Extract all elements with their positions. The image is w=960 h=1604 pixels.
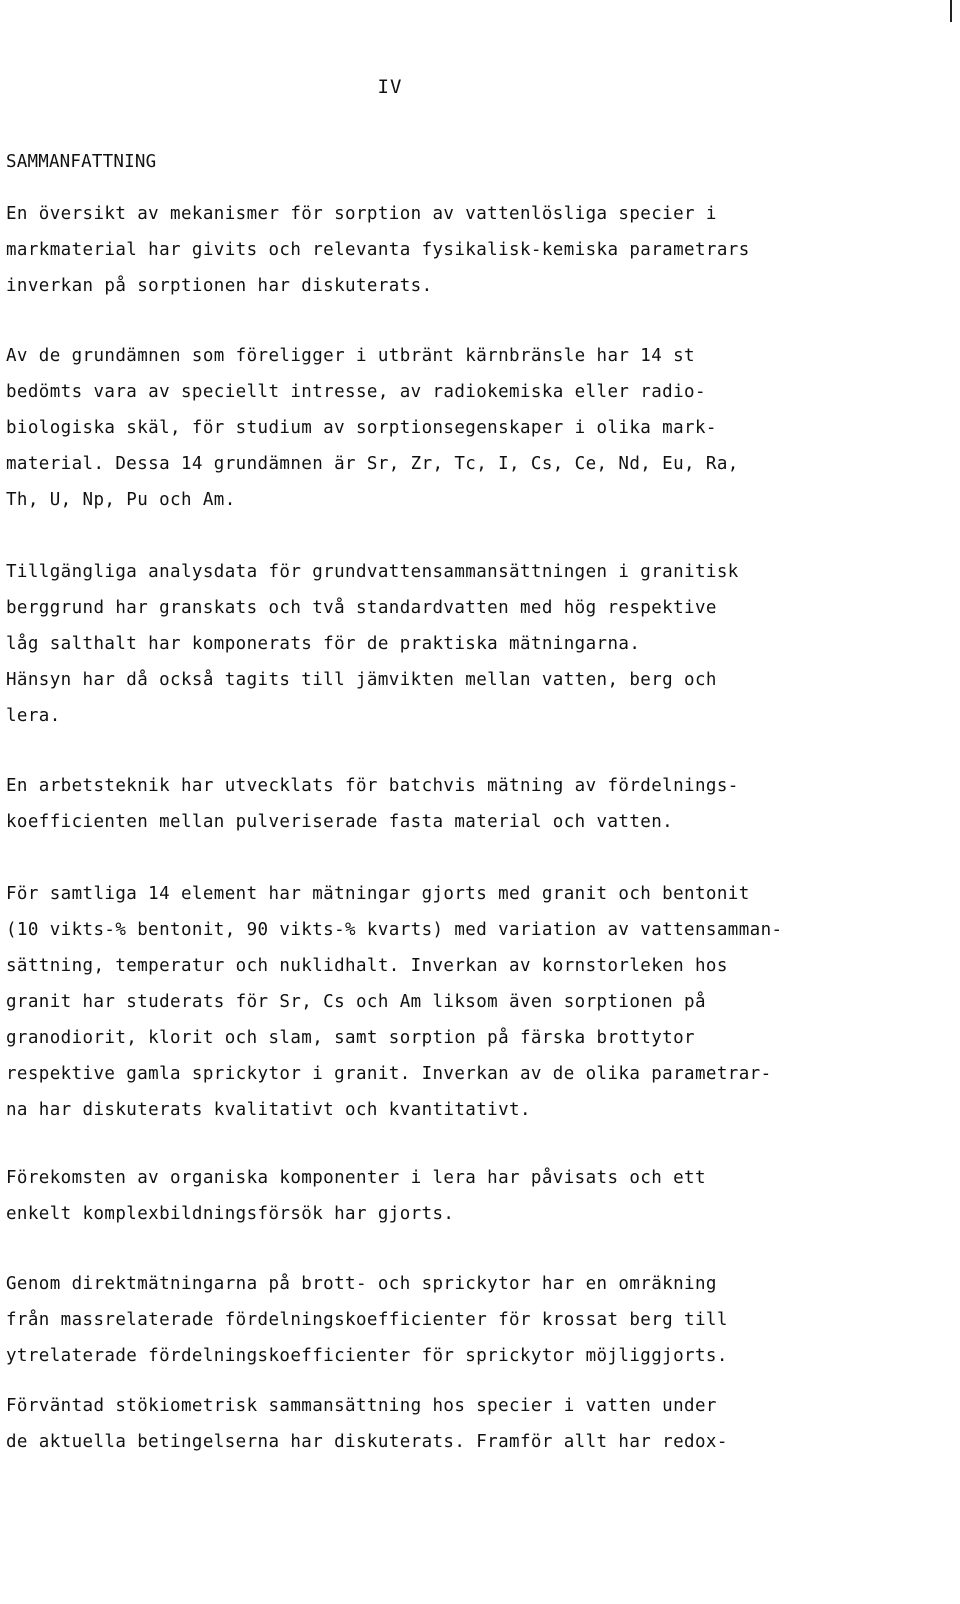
text-line: Tillgängliga analysdata för grundvattensammansättningen i granitisk	[6, 562, 739, 582]
text-line: Hänsyn har då också tagits till jämvikten mellan vatten, berg och	[6, 670, 717, 690]
paragraph-organic-components	[6, 1160, 946, 1232]
text-line: berggrund har granskats och två standardvatten med hög respektive	[6, 598, 717, 618]
text-line: ytrelaterade fördelningskoefficienter för sprickytor möjliggjorts.	[6, 1346, 728, 1366]
text-line: de aktuella betingelserna har diskuterats. Framför allt har redox-	[6, 1432, 728, 1452]
paragraph-elements-of-interest	[6, 338, 946, 518]
text-line: från massrelaterade fördelningskoefficienter för krossat berg till	[6, 1310, 728, 1330]
text-line: För samtliga 14 element har mätningar gjorts med granit och bentonit	[6, 884, 750, 904]
text-line: En arbetsteknik har utvecklats för batchvis mätning av fördelnings-	[6, 776, 739, 796]
text-line: låg salthalt har komponerats för de praktiska mätningarna.	[6, 634, 641, 654]
text-line: (10 vikts-% bentonit, 90 vikts-% kvarts) med variation av vattensamman-	[6, 920, 783, 940]
text-line: granodiorit, klorit och slam, samt sorption på färska brottytor	[6, 1028, 695, 1048]
text-line: Förväntad stökiometrisk sammansättning hos specier i vatten under	[6, 1396, 717, 1416]
text-line: material. Dessa 14 grundämnen är Sr, Zr, Tc, I, Cs, Ce, Nd, Eu, Ra,	[6, 454, 739, 474]
paragraph-groundwater-analysis	[6, 554, 946, 734]
text-line: Förekomsten av organiska komponenter i lera har påvisats och ett	[6, 1168, 706, 1188]
text-line: granit har studerats för Sr, Cs och Am liksom även sorptionen på	[6, 992, 706, 1012]
text-line: inverkan på sorptionen har diskuterats.	[6, 276, 433, 296]
text-line: koefficienten mellan pulveriserade fasta material och vatten.	[6, 812, 674, 832]
text-line: biologiska skäl, för studium av sorptionsegenskaper i olika mark-	[6, 418, 717, 438]
text-line: markmaterial har givits och relevanta fysikalisk-kemiska parametrars	[6, 240, 750, 260]
paragraph-direct-measurements	[6, 1266, 946, 1374]
text-line: Th, U, Np, Pu och Am.	[6, 490, 236, 510]
text-line: respektive gamla sprickytor i granit. Inverkan av de olika parametrar-	[6, 1064, 772, 1084]
text-line: bedömts vara av speciellt intresse, av radiokemiska eller radio-	[6, 382, 706, 402]
paragraph-sorption-overview	[6, 196, 946, 304]
paragraph-batch-method	[6, 768, 946, 840]
paragraph-stoichiometry	[6, 1388, 946, 1460]
text-line: na har diskuterats kvalitativt och kvantitativt.	[6, 1100, 531, 1120]
text-line: Genom direktmätningarna på brott- och sprickytor har en omräkning	[6, 1274, 717, 1294]
text-line: enkelt komplexbildningsförsök har gjorts.	[6, 1204, 455, 1224]
page-edge-mark	[950, 0, 952, 22]
paragraph-measurements	[6, 876, 946, 1128]
text-line: sättning, temperatur och nuklidhalt. Inverkan av kornstorleken hos	[6, 956, 728, 976]
section-heading: SAMMANFATTNING	[6, 152, 157, 172]
page-number: IV	[377, 76, 403, 98]
text-line: En översikt av mekanismer för sorption av vattenlösliga specier i	[6, 204, 717, 224]
text-line: Av de grundämnen som föreligger i utbränt kärnbränsle har 14 st	[6, 346, 695, 366]
text-line: lera.	[6, 706, 61, 726]
